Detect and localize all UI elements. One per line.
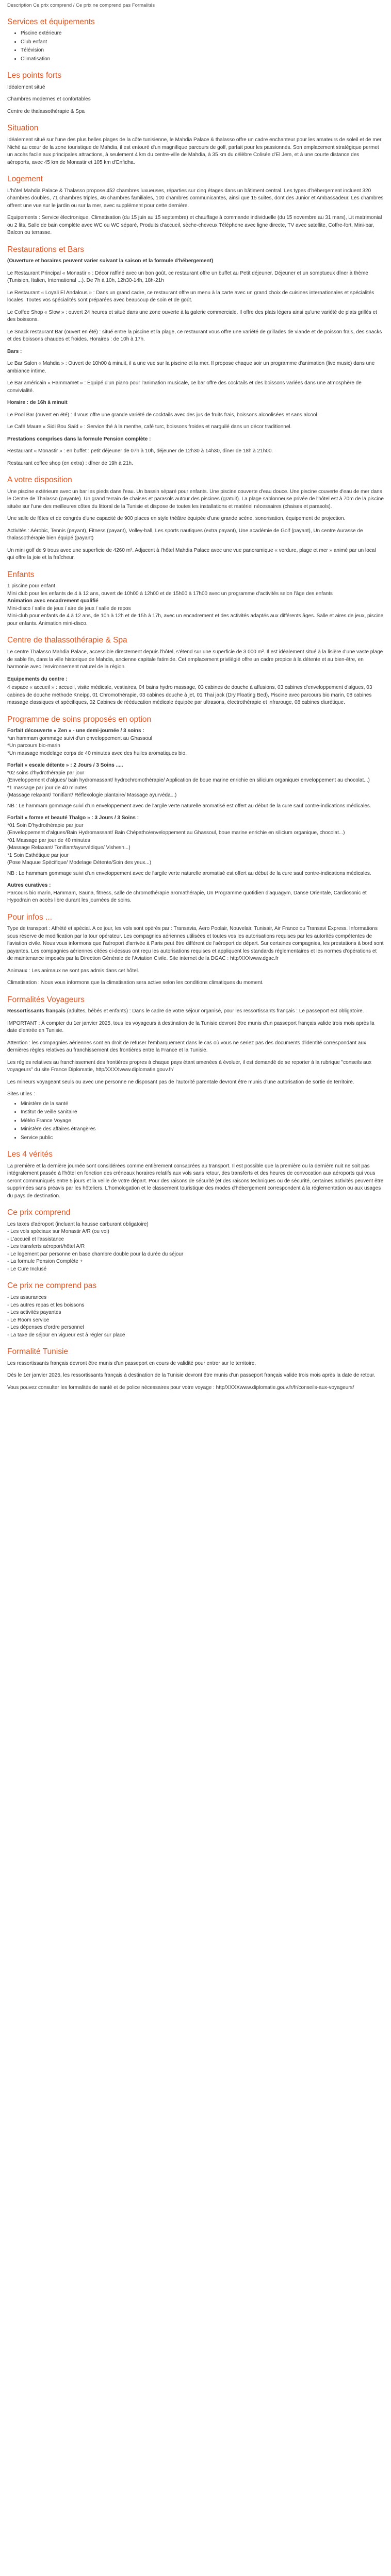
enfants-line: 1 piscine pour enfant — [7, 583, 55, 589]
formalites-title: Formalités Voyageurs — [7, 995, 85, 1004]
list-item: • Club enfant — [21, 39, 384, 46]
forfait-item: *un hammam gommage suivi d'un enveloppement au Ghassoul — [7, 735, 152, 741]
site-link[interactable]: • Ministère des affaires étrangères — [21, 1126, 384, 1133]
disposition-text: Une salle de fêtes et de congrès d'une capacité de 900 places en style théâtre équipée d'une grande scène, sonorisation, équipement de projection. — [7, 516, 346, 522]
list-item: - Les dépenses d'ordre personnel — [7, 1325, 84, 1331]
forfait-nb: NB : Le hammam gommage suivi d'un enveloppement avec de l'argile verte naturelle aromatisé est offert au début de la cure sauf contre-indications médicales. — [7, 870, 371, 876]
site-link[interactable]: • Service public — [21, 1134, 384, 1142]
infos-animaux: Animaux : Les animaux ne sont pas admis dans cet hôtel. — [7, 968, 139, 974]
formalites-text — [7, 1008, 384, 1015]
enfants-line: Mini club pour les enfants de 4 à 12 ans, ouvert de 10h00 à 12h00 et de 15h00 à 17h00 avec un programme d'activités selon l'âge des enfants — [7, 590, 333, 597]
forfait-zen — [7, 727, 384, 757]
enfants-line: Animation avec encadrement qualifié — [7, 598, 99, 604]
forfait-thalgo — [7, 815, 384, 877]
site-link[interactable]: • Institut de veille sanitaire — [21, 1109, 384, 1116]
forfait-title: Forfait découverte « Zen » - une demi-journée / 3 soins : — [7, 728, 144, 734]
restaurants-subtitle: (Ouverture et horaires peuvent varier suivant la saison et la formule d'hébergement) — [7, 258, 214, 264]
list-item: - Les assurances — [7, 1295, 47, 1301]
points-forts-line: Centre de thalassothérapie & Spa — [7, 108, 85, 114]
bar-item: Le Bar Salon « Mahdia » : Ouvert de 10h00 à minuit, il a une vue sur la piscine et la mer. Il propose chaque soir un programme d'animation (live music) dans une ambiance intime. — [7, 361, 375, 374]
forfait-item: *Un parcours bio-marin — [7, 743, 60, 749]
bar-hours: Horaire : de 16h à minuit — [7, 400, 68, 406]
logement-title: Logement — [7, 175, 43, 184]
list-item: - Les vols spéciaux sur Monastir A/R (ou vol) — [7, 1229, 109, 1235]
tabs-line[interactable]: Description Ce prix comprend / Ce prix ne comprend pas Formalités — [7, 3, 155, 8]
list-item: • Piscine extérieure — [21, 30, 384, 38]
bars-label: Bars : — [7, 348, 22, 354]
autres-text: Parcours bio marin, Hammam, Sauna, fitness, salle de chromothérapie aromathérapie, Un Programme quotidien d'aquagym, Danse Orientale, Cardiosonic et Hypodrain en accès libre durant les journées de soins. — [7, 890, 367, 904]
list-item: - L'accueil et l'assistance — [7, 1236, 64, 1242]
forfait-item: (Massage relaxant/ Tonifiant/ Réflexologie plantaire/ Massage ayurvéda...) — [7, 792, 177, 799]
enfants-title: Enfants — [7, 570, 35, 579]
list-item: • Climatisation — [21, 56, 384, 63]
list-item: - Les autres repas et les boissons — [7, 1302, 85, 1308]
programme-title: Programme de soins proposés en option — [7, 715, 152, 724]
list-item: - Les activités payantes — [7, 1310, 61, 1316]
list-item: Les taxes d'aéroport (incluant la hausse carburant obligatoire) — [7, 1221, 149, 1227]
infos-climatisation: Climatisation : Nous vous informons que la climatisation sera active selon les conditions climatiques du moment. — [7, 980, 264, 986]
mini-golf-text: Un mini golf de 9 trous avec une superficie de 4260 m². Adjacent à l'hôtel Mahdia Palace avec une vue panoramique « verdure, plage et mer » animé par un local qui offre la joie et la fraîcheur. — [7, 547, 376, 561]
formalites-regles: Les règles relatives au franchissement des frontières propres à chaque pays étant amenées à évoluer, il est demandé de se reporter à la rubrique "conseils aux voyageurs" du site France Diplomatie, http/XXXXwww.diplomatie.gouv.fr/ — [7, 1059, 372, 1073]
activities-text: Activités : Aérobic, Tennis (payant), Fitness (payant), Volley-ball, Les sports nautiques (extra payant), Une académie de Golf (payant), Un centre Aurasse de thalassothérapie bien équipé (payant) — [7, 528, 363, 541]
ne-comprend-title: Ce prix ne comprend pas — [7, 1281, 97, 1291]
situation-title: Situation — [7, 124, 39, 133]
restaurant-item: Le Restaurant « Loyali El Andalous » : Dans un grand cadre, ce restaurant offre un menu à la carte avec un grand choix de cuisines internationales et spécialités locales. Toutes vos spécialités sont préparées avec beaucoup de soin et de goût. — [7, 290, 374, 303]
thalasso-title: Centre de thalassothérapie & Spa — [7, 636, 127, 645]
comprend-list — [7, 1221, 384, 1274]
forfait-item: *Un massage modelage corps de 40 minutes avec des huiles aromatiques bio. — [7, 750, 187, 756]
formalites-desc: (adultes, bébés et enfants) : Dans le cadre de votre séjour organisé, pour les ressortissants français : Le passeport est obligatoire. — [67, 1008, 364, 1014]
forfait-item: *02 soins d'hydrothérapie par jour — [7, 770, 85, 776]
logement-equipements: Equipements : Service électronique, Climatisation (du 15 juin au 15 septembre) et chauffage à commande individuelle (du 15 novembre au 31 mars), Lit matrimonial ou 2 lits, Salle de bain complète avec WC ou WC séparé, Produits d'accueil, sèche-cheveux Téléphone avec ligne directe, TV avec satellite, Coffre-fort, Mini-bar, Balcon ou terrasse. — [7, 215, 382, 236]
disposition-text: Une piscine extérieure avec un bar les pieds dans l'eau. Un bassin séparé pour enfants. Une piscine couverte d'eau douce. Une piscine couverte d'eau de mer dans le Centre de Thalasso (payante). Un grand terrain de chaises et parasols autour des piscines (gratuit). La plage sablonneuse privée de l'hôtel est à 70m de la piscine située sur l'une des meilleures côtes du littoral de la Tunisie et dispose de toutes les installations et matériel nécessaires (chaises et parasols). — [7, 488, 384, 510]
services-title: Services et équipements — [7, 17, 95, 26]
services-list — [7, 30, 384, 63]
restaurant-item: Le Restaurant Principal « Monastir » : Décor raffiné avec un bon goût, ce restaurant offre un buffet au Petit déjeuner, Déjeuner et un somptueux dîner à thème (Tunisien, Italien, International ...). De 7h à 10h, 12h30-14h, 18h-21h — [7, 270, 368, 284]
site-link[interactable]: • Météo France Voyage — [21, 1117, 384, 1125]
nuits-title: Les 4 vérités — [7, 1150, 53, 1159]
situation-text: Idéalement situé sur l'une des plus belles plages de la côte tunisienne, le Mahdia Palace & thalasso offre un cadre enchanteur pour les amateurs de soleil et de mer. Niché au cœur de la zone touristique de Mahdia, il est entouré d'un magnifique parcours de golf, parfait pour les passionnés. Son emplacement stratégique permet un accès facile aux principales attractions, à seulement 4 km du centre-ville de Mahdia, à 35 km du célèbre Colisée d'El Jem, et à une courte distance des aéroports, avec 45 km de Monastir et 105 km d'Enfidha. — [7, 137, 383, 165]
sites-list — [7, 1100, 384, 1142]
formalite-tunisie-text: Les ressortissants français devront être munis d'un passeport en cours de validité pour entrer sur le territoire. — [7, 1360, 256, 1366]
forfait-item: (Pose Maquue Spécifique/ Modelage Détente/Soin des yeux...) — [7, 860, 152, 866]
list-item: - La formule Pension Complète + — [7, 1259, 83, 1265]
list-item: - La taxe de séjour en vigueur est à régler sur place — [7, 1332, 125, 1338]
site-link[interactable]: • Ministère de la santé — [21, 1100, 384, 1108]
logement-text: L'hôtel Mahdia Palace & Thalasso propose 452 chambres luxueuses, réparties sur cinq étages dans un bâtiment central. Les types d'hébergement incluent 320 chambres doubles, 71 chambres triples, 46 chambres familiales, 100 chambres communicantes, ainsi que 15 suites, dont des Junior et Ambassadeur. Les chambres offrent une vue sur le jardin ou sur la mer, avec supplément pour cette dernière. — [7, 188, 384, 209]
forfait-item: (Enveloppement d'algues/Bain Hydromassant/ Bain Chépatho/enveloppement au Ghassoul, boue marine enrichie en silicium organique, chocolat...) — [7, 830, 345, 836]
forfait-item: *1 massage par jour de 40 minutes — [7, 785, 88, 791]
points-forts-line: Chambres modernes et confortables — [7, 96, 91, 103]
pension-text: Restaurant coffee shop (en extra) : dîner de 19h à 21h. — [7, 460, 133, 466]
points-forts-title: Les points forts — [7, 71, 62, 80]
pension-text: Restaurant « Monastir » : en buffet : petit déjeuner de 07h à 10h, déjeuner de 12h30 à 14h30, dîner de 18h à 21h00. — [7, 448, 273, 454]
list-item: - Le Cure Inclusé — [7, 1266, 47, 1272]
forfait-item: *1 Soin Esthétique par jour — [7, 852, 69, 858]
infos-transport: Type de transport : Affrété et spécial. A ce jour, les vols sont opérés par : Transavia, Aero Poolair, Nouvelair, Tunisair, Air France ou Transavi Express. Informations sous réserve de modification par la tour opérateur. Les compagnies aériennes utilisées et toutes vos les autorisations requises par les autorités compétentes de l'aviation civile. Nous vous informons que l'aéroport d'arrivée à Paris peut être différent de l'aéroport de départ. Sur certaines compagnies, les prestations à bord sont payantes. Les compagnies aériennes citées ci-dessus ont reçu les autorisations requises et appliquent les standards réglementaires et les normes d'opérations et de maintenance imposés par la Direction Générale de l'Aviation Civile. Site internet de la DGAC : http/XXXwww.dgac.fr — [7, 926, 384, 962]
formalites-important: IMPORTANT : À compter du 1er janvier 2025, tous les voyageurs à destination de la Tunisie devront être munis d'un passeport français valide trois mois après la date d'entrée en Tunisie. — [7, 1020, 374, 1034]
autres-label: Autres curatives : — [7, 883, 51, 889]
disposition-title: A votre disposition — [7, 476, 72, 485]
forfait-title: Forfait « forme et beauté Thalgo » : 3 Jours / 3 Soins : — [7, 815, 139, 821]
forfait-escale — [7, 762, 384, 810]
formalites-label: Ressortissants français — [7, 1008, 66, 1014]
restaurant-item: Le Snack restaurant Bar (ouvert en été) : situé entre la piscine et la plage, ce restaurant vous offre une variété de grillades de viande et de poisson frais, des snacks et des boissons chaudes et froides. Horaires : de 10h à 17h. — [7, 329, 382, 343]
enfants-line: Mini-club pour enfants de 4 à 12 ans, de 10h à 12h et de 15h à 17h, avec un encadrement et des activités adaptés aux différents âges. Salle et aires de jeux, piscine pour enfants. Animation mini-disco. — [7, 613, 384, 626]
list-item: - Les transferts aéroport/hôtel A/R — [7, 1244, 85, 1250]
bar-item: Le Café Maure « Sidi Bou Saïd » : Service thé à la menthe, café turc, boissons froides et narguilé dans un décor traditionnel. — [7, 424, 292, 430]
list-item: • Télévision — [21, 47, 384, 55]
list-item: - Le logement par personne en base chambre double pour la durée du séjour — [7, 1251, 184, 1257]
formalite-tunisie-text: Dès le 1er janvier 2025, les ressortissants français à destination de la Tunisie devront être munis d'un passeport français valide trois mois après la date de retour. — [7, 1372, 376, 1379]
forfait-nb: NB : Le hammam gommage suivi d'un enveloppement avec de l'argile verte naturelle aromatisé est offert au début de la cure sauf contre-indications médicales. — [7, 803, 371, 809]
forfait-item: (Enveloppement d'algues/ bain hydromassant/ hydrochromothérapie/ Application de boue marine enrichie en silicium organique/ enveloppement au chocolat...) — [7, 777, 370, 784]
restaurant-item: Le Coffee Shop « Slow » : ouvert 24 heures et situé dans une zone ouverte à la galerie commerciale. Il offre des plats légers ainsi qu'une variété de plats grillés et des boissons. — [7, 309, 377, 323]
nuits-text: La première et la dernière journée sont considérées comme entièrement consacrées au transport. Il est possible que la première ou la dernière nuit ne soit pas intégralement passée à l'hôtel en fonction des créneaux horaires relatifs aux vols sans retour, des transferts et des heures de convocation aux aéroports qui vous seront communiqués entre 5 jours et la veille de votre départ. Pour des raisons de sécurité (et des raisons techniques ou de sécurité, certaines activités peuvent être supprimées sans préavis par les hôteliers. L'homologation et le classement touristique des modes d'hébergement correspondent à la réglementation ou aux usages du pays de destination. — [7, 1163, 384, 1199]
forfait-item: *01 Massage par jour de 40 minutes — [7, 837, 90, 843]
pension-label: Prestations comprises dans la formule Pension complète : — [7, 436, 151, 442]
points-forts-line: Idéalement situé — [7, 84, 45, 90]
forfait-item: (Massage Relaxant/ Tonifiant/ayurvédique/ Vishesh...) — [7, 845, 131, 851]
bar-item: Le Bar américain « Hammamet » : Équipé d'un piano pour l'animation musicale, ce bar offre des cocktails et des boissons variées dans une atmosphère de convivialité. — [7, 380, 362, 394]
sites-label: Sites utiles : — [7, 1091, 35, 1097]
forfait-item: *01 Soin D'hydrothérapie par jour — [7, 822, 84, 828]
thalasso-equip-text: 4 espace « accueil » : accueil, visite médicale, vestiaires, 04 bains hydro massage, 03 cabines de douche à affusions, 03 cabines d'enveloppement d'algues, 03 cabines de douche méthode Kneipp, 01 Chromothérapie, 03 cabines douche à jet, 01 Thai jack (Dry Floating Bed), Piscine avec parcours bio marin, 08 cabines massage classiques et spécifiques, 02 Cabines de rééducation médicale équipée par ultrasons, électrothérapie et infrarouge, 08 cabines diurétique. — [7, 685, 372, 706]
forfait-title: Forfait « escale détente » : 2 Jours / 3 Soins ..... — [7, 762, 123, 769]
formalites-mineurs: Les mineurs voyageant seuls ou avec une personne ne disposant pas de l'autorité parentale devront être munis d'une autorisation de sortie de territoire. — [7, 1079, 354, 1085]
bar-item: Le Pool Bar (ouvert en été) : Il vous offre une grande variété de cocktails avec des jus de fruits frais, boissons alcoolisées et sans alcool. — [7, 412, 319, 418]
list-item: - Le Room service — [7, 1317, 50, 1323]
ne-comprend-list — [7, 1294, 384, 1339]
thalasso-equip-label: Equipements du centre : — [7, 676, 68, 682]
formalites-attention: Attention : les compagnies aériennes sont en droit de refuser l'embarquement dans le cas où vous ne seriez pas des documents d'identité correspondant aux dernières règles relatives au franchissement des frontières entre la France et la Tunisie. — [7, 1040, 366, 1054]
enfants-line: Mini-disco / salle de jeux / aire de jeux / salle de repos — [7, 605, 131, 612]
comprend-title: Ce prix comprend — [7, 1208, 71, 1217]
formalite-tunisie-title: Formalité Tunisie — [7, 1347, 69, 1357]
thalasso-text: Le centre Thalasso Mahdia Palace, accessible directement depuis l'hôtel, s'étend sur une superficie de 3 000 m². Il est idéalement situé à la lisière d'une vaste plage de sable fin, dans la ville historique de Mahdia, ancienne capitale fatimide. Cet emplacement privilégié offre un cadre propice à la détente et au bien-être, en harmonie avec l'environnement naturel de la région. — [7, 649, 383, 670]
formalite-tunisie-link[interactable]: Vous pouvez consulter les formalités de santé et de police nécessaires pour votre voyage : http/XXXXwww.diplomatie.gouv.fr/fr/conseils-aux-voyageurs/ — [7, 1384, 354, 1391]
restaurants-title: Restaurations et Bars — [7, 245, 85, 254]
enfants-block — [7, 583, 384, 628]
infos-title: Pour infos ... — [7, 912, 53, 922]
